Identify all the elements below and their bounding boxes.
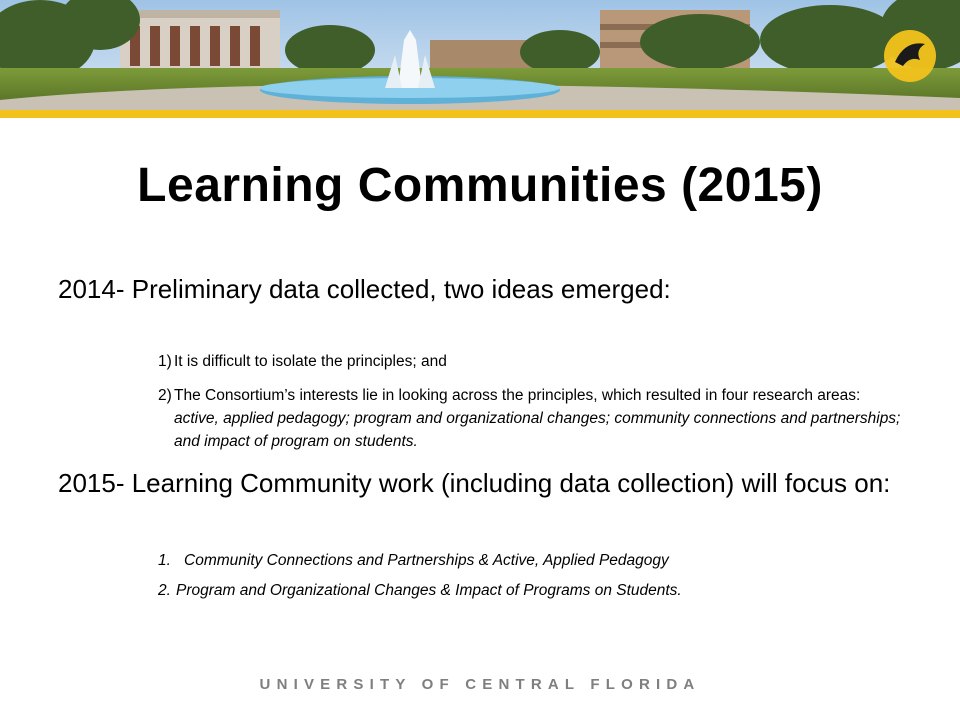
list-item — [158, 549, 918, 572]
gold-rule — [0, 110, 960, 118]
list-number: 2. — [158, 582, 171, 599]
list-number: 1) — [158, 353, 172, 370]
pegasus-logo-icon — [884, 30, 936, 82]
list-item — [158, 384, 908, 453]
list-text: Program and Organizational Changes & Impact of Programs on Students. — [176, 582, 682, 599]
list-item — [158, 579, 918, 602]
paragraph-2015: 2015- Learning Community work (including data collection) will focus on: — [58, 468, 891, 498]
list-text: It is difficult to isolate the principles; and — [174, 353, 447, 370]
paragraph-2014: 2014- Preliminary data collected, two ideas emerged: — [58, 274, 671, 304]
campus-banner-image — [0, 0, 960, 112]
list-text: Community Connections and Partnerships & Active, Applied Pedagogy — [184, 552, 669, 569]
list-item — [158, 350, 918, 373]
slide-title: Learning Communities (2015) — [137, 159, 823, 212]
list-number: 1. — [158, 552, 171, 569]
list-text: The Consortium’s interests lie in looking across the principles, which resulted in four research areas: active, applied pedagogy; program and organizational changes; community connections and partnerships; and impact of program on students. — [174, 387, 901, 450]
footer-wordmark: UNIVERSITY OF CENTRAL FLORIDA — [259, 676, 701, 693]
list-number: 2) — [158, 387, 172, 404]
